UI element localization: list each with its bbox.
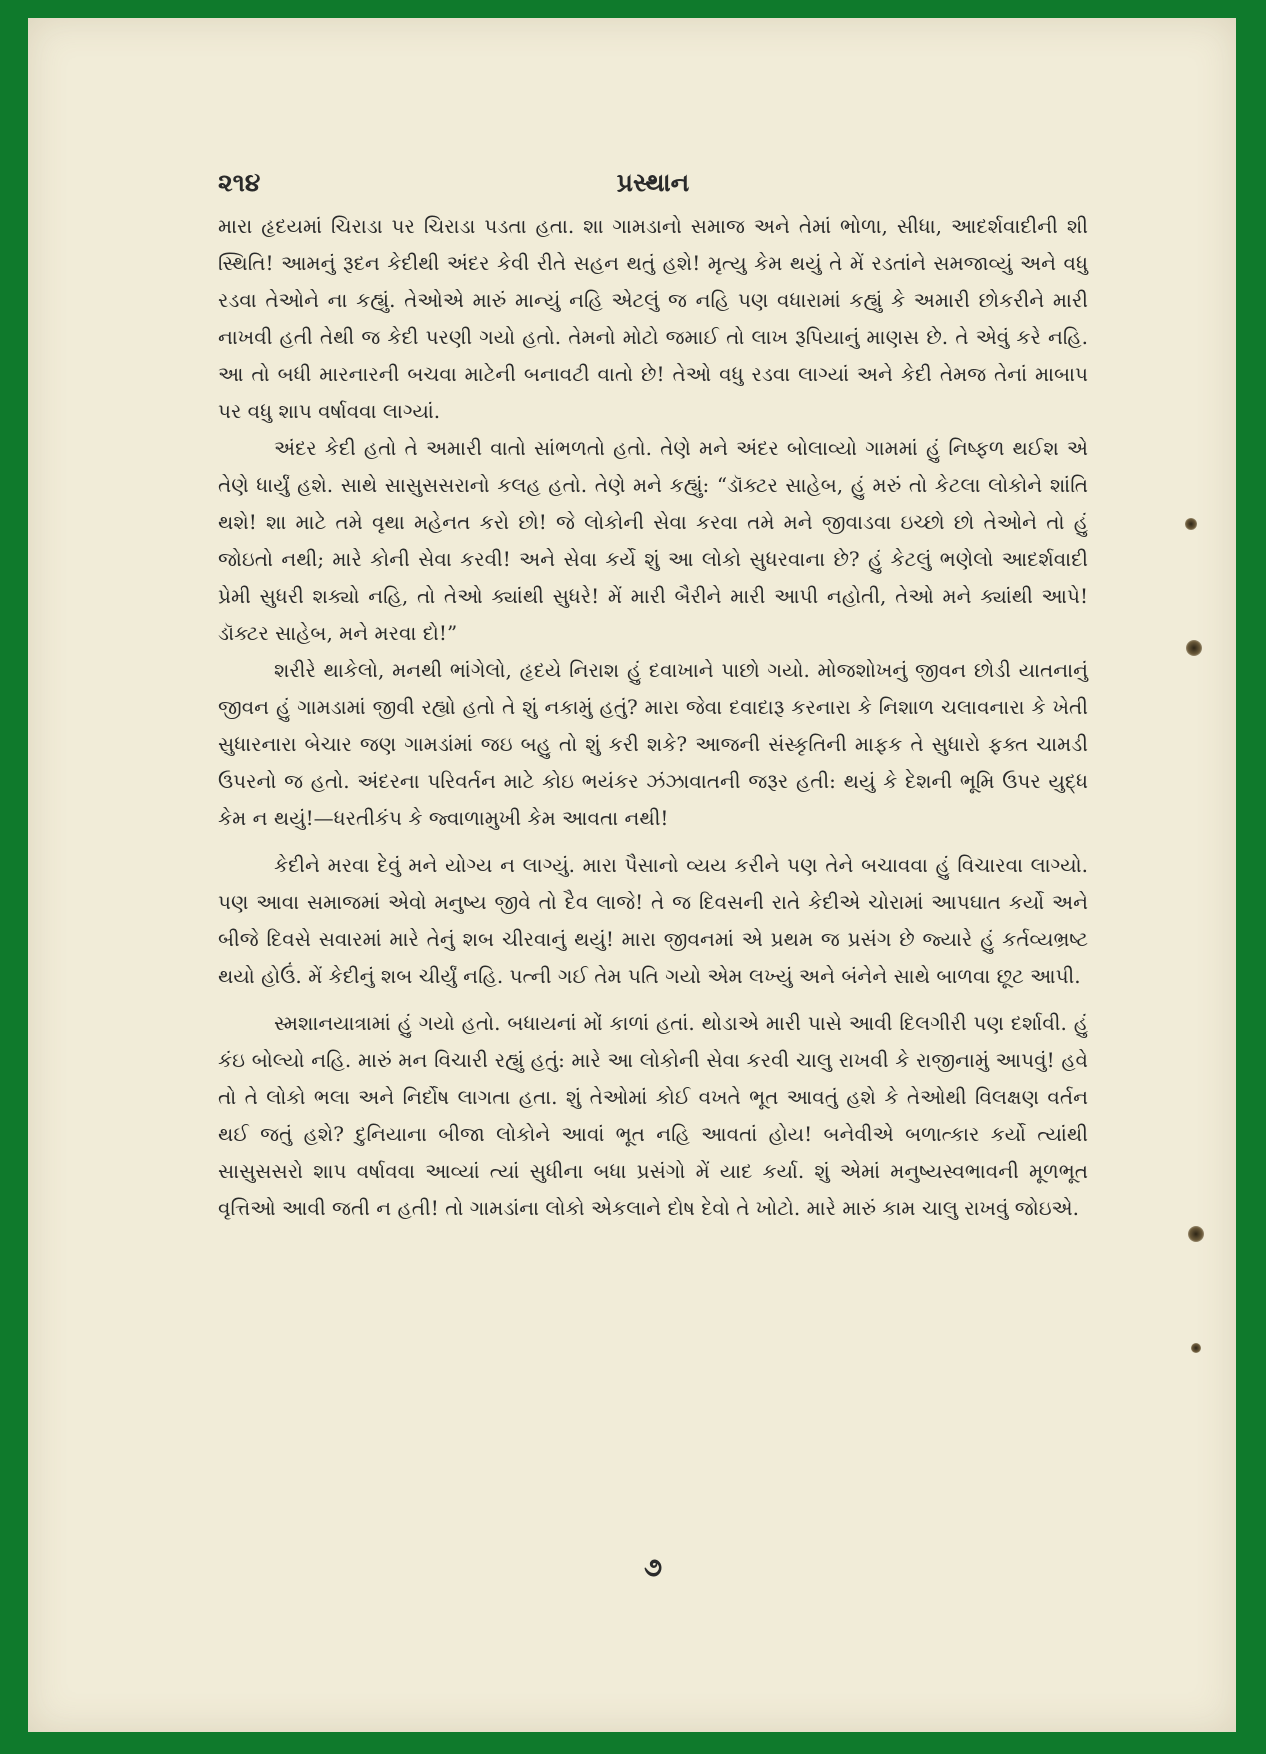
paragraph-1: મારા હૃદયમાં ચિરાડા પર ચિરાડા પડતા હતા. શા ગામડાનો સમાજ અને તેમાં ભોળા, સીધા, આદર્શવાદીની શી સ્થિતિ! આમનું રૂદન કેદીથી અંદર કેવી રીતે સહન થતું હશે! મૃત્યુ કેમ થયું તે મેં રડતાંને સમજાવ્યું અને વધુ રડવા તેઓને ના કહ્યું. તેઓએ મારું માન્યું નહિ એટલું જ નહિ પણ વધારામાં કહ્યું કે અમારી છોકરીને મારી નાખવી હતી તેથી જ કેદી પરણી ગયો હતો. તેમનો મોટો જમાઈ તો લાખ રૂપિયાનું માણસ છે. તે એવું કરે નહિ. આ તો બધી મારનારની બચવા માટેની બનાવટી વાતો છે! તેઓ વધુ રડવા લાગ્યાં અને કેદી તેમજ તેનાં માબાપ પર વધુ શાપ વર્ષાવવા લાગ્યાં.: [218, 214, 1088, 423]
book-page: [28, 18, 1236, 1732]
paragraph-4: કેદીને મરવા દેવું મને યોગ્ય ન લાગ્યું. મારા પૈસાનો વ્યય કરીને પણ તેને બચાવવા હું વિચારવા લાગ્યો. પણ આવા સમાજમાં એવો મનુષ્ય જીવે તો દૈવ લાજે! તે જ દિવસની રાતે કેદીએ ચોરામાં આપઘાત કર્યો અને બીજે દિવસે સવારમાં મારે તેનું શબ ચીરવાનું થયું! મારા જીવનમાં એ પ્રથમ જ પ્રસંગ છે જ્યારે હું કર્તવ્યભ્રષ્ટ થયો હોઉં. મેં કેદીનું શબ ચીર્યું નહિ. પત્ની ગઈ તેમ પતિ ગયો એમ લખ્યું અને બંનેને સાથે બાળવા છૂટ આપી.: [218, 853, 1088, 988]
page-number: ૨૧૪: [218, 168, 261, 197]
paragraph-3: શરીરે થાકેલો, મનથી ભાંગેલો, હૃદયે નિરાશ હું દવાખાને પાછો ગયો. મોજશોખનું જીવન છોડી યાતનાનું જીવન હું ગામડામાં જીવી રહ્યો હતો તે શું નકામું હતું? મારા જેવા દવાદારૂ કરનારા કે નિશાળ ચલાવનારા કે ખેતી સુધારનારા બેચાર જણ ગામડાંમાં જઇ બહુ તો શું કરી શકે? આજની સંસ્કૃતિની માફક તે સુધારો ફક્ત ચામડી ઉપરનો જ હતો. અંદરના પરિવર્તન માટે કોઇ ભયંકર ઝંઝાવાતની જરૂર હતી: થયું કે દેશની ભૂમિ ઉપર યુદ્ધ કેમ ન થયું!—ધરતીકંપ કે જ્વાળામુખી કેમ આવતા નથી!: [218, 658, 1088, 830]
page-header: [218, 168, 1088, 208]
binding-hole-3: [1188, 1226, 1204, 1242]
binding-hole-2: [1186, 640, 1202, 656]
binding-hole-4: [1191, 1343, 1201, 1353]
paragraph-5: સ્મશાનયાત્રામાં હું ગયો હતો. બધાયનાં મોં કાળાં હતાં. થોડાએ મારી પાસે આવી દિલગીરી પણ દર્શાવી. હું કંઇ બોલ્યો નહિ. મારું મન વિચારી રહ્યું હતું: મારે આ લોકોની સેવા કરવી ચાલુ રાખવી કે રાજીનામું આપવું! હવે તો તે લોકો ભલા અને નિર્દોષ લાગતા હતા. શું તેઓમાં કોઈ વખતે ભૂત આવતું હશે કે તેઓથી વિલક્ષણ વર્તન થઈ જતું હશે? દુનિયાના બીજા લોકોને આવાં ભૂત નહિ આવતાં હોય! બનેવીએ બળાત્કાર કર્યો ત્યાંથી સાસુસસરો શાપ વર્ષાવવા આવ્યાં ત્યાં સુધીના બધા પ્રસંગો મેં યાદ કર્યા. શું એમાં મનુષ્યસ્વભાવની મૂળભૂત વૃત્તિઓ આવી જતી ન હતી! તો ગામડાંના લોકો એકલાને દોષ દેવો તે ખોટો. મારે મારું કામ ચાલુ રાખવું જોઇએ.: [218, 1011, 1088, 1220]
paragraph-2: અંદર કેદી હતો તે અમારી વાતો સાંભળતો હતો. તેણે મને અંદર બોલાવ્યો ગામમાં હું નિષ્ફળ થઈશ એ તેણે ધાર્યું હશે. સાથે સાસુસસરાનો કલહ હતો. તેણે મને કહ્યું: “ડૉક્ટર સાહેબ, હું મરું તો કેટલા લોકોને શાંતિ થશે! શા માટે તમે વૃથા મહેનત કરો છો! જે લોકોની સેવા કરવા તમે મને જીવાડવા ઇચ્છો છો તેઓને તો હું જોઇતો નથી; મારે કોની સેવા કરવી! અને સેવા કર્યે શું આ લોકો સુધરવાના છે? હું કેટલું ભણેલો આદર્શવાદી પ્રેમી સુધરી શક્યો નહિ, તો તેઓ ક્યાંથી સુધરે! મેં મારી બૈરીને મારી આપી નહોતી, તેઓ મને ક્યાંથી આપે! ડૉક્ટર સાહેબ, મને મરવા દો!”: [218, 436, 1088, 645]
binding-hole-1: [1185, 518, 1197, 530]
section-end-mark: ૭: [643, 1553, 663, 1583]
running-title: પ્રસ્થાન: [616, 168, 690, 197]
page-content: [218, 168, 1088, 1583]
